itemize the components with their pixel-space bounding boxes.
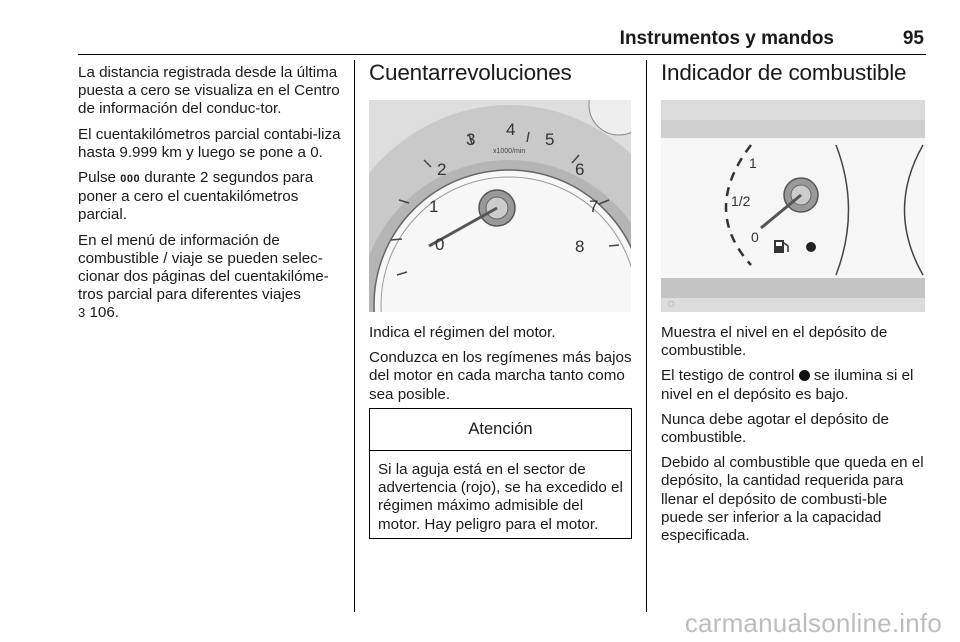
tick-label: 2 [437,160,447,179]
warning-title: Atención [370,409,631,451]
column-1 [78,64,346,330]
paragraph: Conduzca en los regímenes más bajos del motor en cada marcha tanto como sea posible. [369,349,632,403]
page-reference: 106. [85,304,120,322]
page-number: 95 [902,28,924,49]
tachometer-gauge-image [369,100,631,312]
fuel-full-label: 1 [749,155,757,171]
tick-label: 4 [506,120,516,139]
control-light-dot-icon [806,242,816,252]
tick-label: 8 [575,237,585,256]
fuel-gauge-image [661,100,925,312]
column-3-text [661,324,929,552]
tick-label: 7 [589,197,599,216]
column-2-text [369,324,635,411]
tick-label: 1 [429,197,439,216]
page-header [78,24,926,55]
tick-label: 5 [545,130,555,149]
paragraph: El testigo de control se ilumina si el nivel en el depósito es bajo. [661,367,914,403]
tick-label: 3 [466,130,476,149]
paragraph: Pulse 000 durante 2 segundos para poner a cero el cuentakilómetros parcial. [78,169,314,224]
fuel-gauge-heading: Indicador de combustible [661,60,907,85]
paragraph: El cuentakilómetros parcial contabi-liza hasta 9.999 km y luego se pone a 0. [78,125,341,161]
paragraph: En el menú de información de combustible / viaje se pueden selec-cionar dos páginas del cuentakilóme-tros parcial para diferentes viajes 3 106. [78,231,329,322]
warning-box [369,408,632,539]
watermark: carmanualsonline.info [684,608,942,638]
paragraph: Muestra el nivel en el depósito de combustible. [661,324,888,360]
tachometer-heading: Cuentarrevoluciones [369,60,572,85]
fuel-half-label: 1/2 [731,193,751,209]
column-2 [369,60,635,85]
paragraph: Indica el régimen del motor. [369,324,556,341]
tick-label: 6 [575,160,585,179]
paragraph: Nunca debe agotar el depósito de combustible. [661,410,889,447]
paragraph: La distancia registrada desde la última puesta a cero se visualiza en el Centro de información del conduc-tor. [78,64,340,118]
gauge-unit: x1000/min [493,148,526,155]
fuel-gauge-figure [661,100,925,312]
reset-button-symbol: 000 [120,173,141,186]
tick-label: 0 [435,235,445,254]
fuel-empty-label: 0 [751,229,759,245]
section-title: Instrumentos y mandos [619,28,834,49]
control-light-dot-icon [799,370,810,381]
column-divider-2 [646,60,647,612]
tachometer-figure [369,100,631,312]
reference-arrow-icon: 3 [78,305,86,321]
warning-body: Si la aguja está en el sector de advertencia (rojo), se ha excedido el régimen máximo admisible del motor. Hay peligro para el motor. [378,461,623,533]
column-divider-1 [354,60,355,612]
column-3 [661,60,927,85]
paragraph: Debido al combustible que queda en el depósito, la cantidad requerida para llenar el depósito de combusti-ble puede ser inferior a la capacidad especificada. [661,454,924,545]
svg-text:○: ○ [667,295,676,311]
